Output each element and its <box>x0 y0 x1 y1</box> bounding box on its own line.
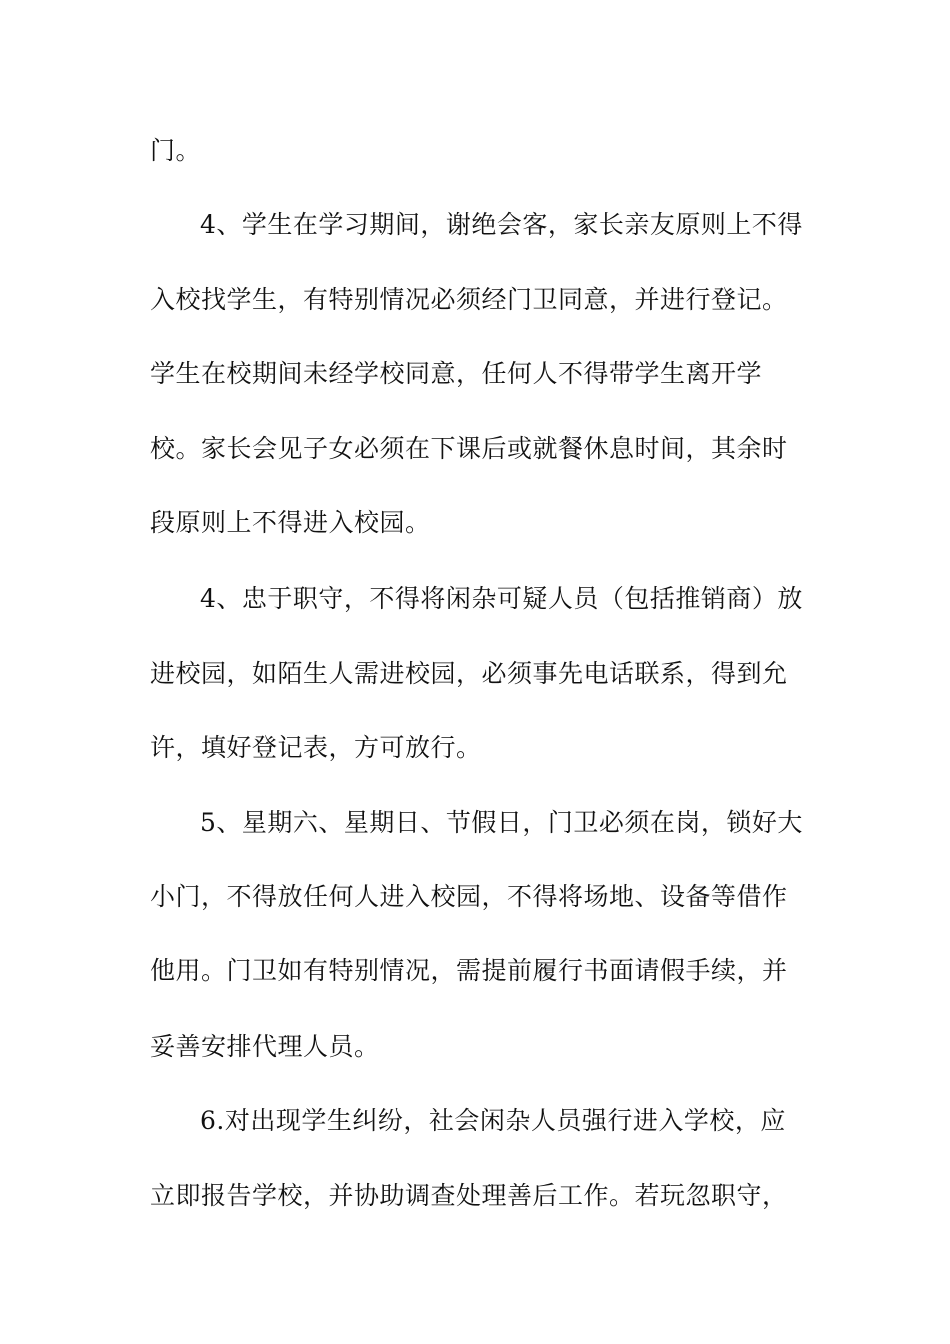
text-line: 他用。门卫如有特别情况，需提前履行书面请假手续，并 <box>150 956 788 985</box>
text-line: 立即报告学校，并协助调查处理善后工作。若玩忽职守， <box>150 1181 788 1210</box>
text-line: 门。 <box>150 136 202 165</box>
text-line: 段原则上不得进入校园。 <box>150 508 431 537</box>
text-line: 校。家长会见子女必须在下课后或就餐休息时间，其余时 <box>150 434 788 463</box>
text-line: 入校找学生，有特别情况必须经门卫同意，并进行登记。 <box>150 285 788 314</box>
text-line: 4、忠于职守，不得将闲杂可疑人员（包括推销商）放 <box>200 584 803 613</box>
text-line: 小门，不得放任何人进入校园，不得将场地、设备等借作 <box>150 882 788 911</box>
text-line: 妥善安排代理人员。 <box>150 1032 380 1061</box>
text-line: 学生在校期间未经学校同意，任何人不得带学生离开学 <box>150 359 763 388</box>
text-line: 进校园，如陌生人需进校园，必须事先电话联系，得到允 <box>150 659 788 688</box>
text-line: 4、学生在学习期间，谢绝会客，家长亲友原则上不得 <box>200 210 803 239</box>
text-line: 6.对出现学生纠纷，社会闲杂人员强行进入学校，应 <box>200 1106 786 1135</box>
text-line: 5、星期六、星期日、节假日，门卫必须在岗，锁好大 <box>200 808 803 837</box>
text-line: 许，填好登记表，方可放行。 <box>150 733 482 762</box>
